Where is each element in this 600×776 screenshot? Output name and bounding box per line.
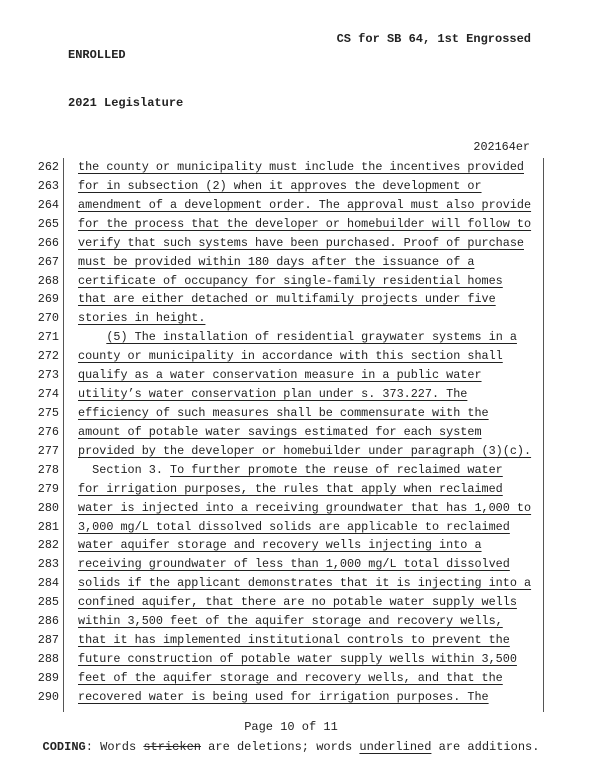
- bill-line: [0, 253, 600, 272]
- line-text: [78, 328, 517, 347]
- bill-line: [0, 574, 600, 593]
- line-text: [78, 442, 531, 461]
- bill-line: [0, 688, 600, 707]
- line-number: 267: [37, 254, 59, 269]
- text-segment: Section 3.: [78, 462, 171, 477]
- text-segment: verify that such systems have been purchased. Proof of purchase: [78, 235, 524, 250]
- line-text: [78, 631, 510, 650]
- text-segment: feet of the aquifer storage and recovery wells, and that the: [78, 670, 503, 685]
- text-segment: stricken: [143, 740, 201, 754]
- line-text: [78, 423, 482, 442]
- bill-line: [0, 309, 600, 328]
- line-text: [78, 253, 474, 272]
- bill-line: [0, 404, 600, 423]
- bill-line: [0, 442, 600, 461]
- bill-line: [0, 385, 600, 404]
- bill-line: [0, 290, 600, 309]
- bill-line: [0, 423, 600, 442]
- text-segment: utility’s water conservation plan under s. 373.227. The: [78, 387, 468, 402]
- line-text: [78, 574, 531, 593]
- text-segment: provided by the developer or homebuilder under paragraph (3)(c).: [78, 443, 532, 458]
- text-segment: must be provided within 180 days after the issuance of a: [78, 254, 475, 269]
- text-segment: future construction of potable water supply wells within 3,500: [78, 651, 517, 666]
- line-text: [78, 499, 531, 518]
- line-number: 278: [37, 462, 59, 477]
- line-number: 262: [37, 160, 59, 174]
- text-segment: water aquifer storage and recovery wells injecting into a: [78, 538, 482, 553]
- line-number: 283: [37, 557, 59, 572]
- line-text: [78, 196, 531, 215]
- text-segment: for the process that the developer or homebuilder will follow to: [78, 216, 532, 231]
- line-number: 276: [37, 424, 59, 439]
- line-text: [78, 234, 524, 253]
- line-number: 285: [37, 595, 59, 610]
- line-text: [78, 366, 482, 385]
- line-text: [78, 215, 531, 234]
- bill-line: [0, 480, 600, 499]
- line-number: 280: [37, 500, 59, 515]
- text-segment: the county or municipality must include the incentives provided: [78, 160, 524, 174]
- header-enrolled: ENROLLED: [68, 48, 126, 62]
- line-number: 290: [37, 689, 59, 704]
- text-segment: are deletions; words: [200, 740, 360, 754]
- text-segment: for irrigation purposes, the rules that apply when reclaimed: [78, 481, 503, 496]
- text-segment: (5) The installation of residential graywater systems in a: [106, 330, 517, 345]
- coding-legend: [0, 740, 582, 754]
- line-text: [78, 290, 496, 309]
- line-text: [78, 518, 510, 537]
- text-segment: qualify as a water conservation measure in a public water: [78, 368, 482, 383]
- line-number: 270: [37, 311, 59, 326]
- line-text: [78, 650, 517, 669]
- text-segment: within 3,500 feet of the aquifer storage and recovery wells,: [78, 614, 503, 629]
- line-text: [78, 404, 489, 423]
- bill-line: [0, 555, 600, 574]
- bill-line: [0, 215, 600, 234]
- text-segment: confined aquifer, that there are no potable water supply wells: [78, 595, 517, 610]
- line-number: 263: [37, 178, 59, 193]
- line-number: 284: [37, 576, 59, 591]
- line-text: [78, 385, 467, 404]
- text-segment: To further promote the reuse of reclaimed water: [170, 462, 503, 477]
- line-number: 289: [37, 670, 59, 685]
- bill-line: [0, 536, 600, 555]
- line-number: 264: [37, 197, 59, 212]
- text-segment: [78, 330, 106, 344]
- line-number: 286: [37, 614, 59, 629]
- bill-lines: [0, 158, 600, 707]
- page-indicator: Page 10 of 11: [244, 720, 338, 734]
- line-text: [78, 272, 503, 291]
- text-segment: water is injected into a receiving groundwater that has 1,000 to: [78, 500, 532, 515]
- text-segment: amendment of a development order. The approval must also provide: [78, 197, 532, 212]
- line-text: [78, 536, 482, 555]
- bill-line: [0, 669, 600, 688]
- line-text: [78, 177, 482, 196]
- bill-line: [0, 347, 600, 366]
- line-number: 273: [37, 368, 59, 383]
- text-segment: receiving groundwater of less than 1,000 mg/L total dissolved: [78, 557, 510, 572]
- text-segment: that are either detached or multifamily projects under five: [78, 292, 496, 307]
- text-segment: county or municipality in accordance with this section shall: [78, 349, 503, 364]
- text-segment: solids if the applicant demonstrates that it is injecting into a: [78, 576, 532, 591]
- text-segment: are additions.: [431, 740, 540, 754]
- line-number: 274: [37, 387, 59, 402]
- line-number: 265: [37, 216, 59, 231]
- header-bill-title: CS for SB 64, 1st Engrossed: [336, 32, 531, 46]
- line-text: [78, 347, 503, 366]
- line-text: [78, 555, 510, 574]
- bill-line: [0, 593, 600, 612]
- text-segment: 3,000 mg/L total dissolved solids are applicable to reclaimed: [78, 519, 510, 534]
- line-number: 282: [37, 538, 59, 553]
- bill-line: [0, 328, 600, 347]
- line-text: [78, 158, 524, 177]
- line-number: 281: [37, 519, 59, 534]
- line-number: 279: [37, 481, 59, 496]
- text-segment: certificate of occupancy for single-family residential homes: [78, 273, 503, 288]
- line-text: [78, 593, 517, 612]
- text-segment: for in subsection (2) when it approves the development or: [78, 178, 482, 193]
- text-segment: : Words: [85, 740, 144, 754]
- text-segment: CODING: [42, 740, 86, 754]
- line-text: [78, 669, 503, 688]
- bill-line: [0, 612, 600, 631]
- line-text: [78, 480, 503, 499]
- text-segment: stories in height.: [78, 311, 206, 326]
- line-number: 275: [37, 405, 59, 420]
- doc-code: 202164er: [473, 140, 530, 154]
- text-segment: efficiency of such measures shall be commensurate with the: [78, 405, 489, 420]
- line-text: [78, 688, 489, 707]
- line-text: [78, 309, 205, 328]
- header-legislature: 2021 Legislature: [68, 96, 184, 110]
- text-segment: amount of potable water savings estimated for each system: [78, 424, 482, 439]
- bill-line: [0, 234, 600, 253]
- bill-line: [0, 499, 600, 518]
- line-number: 269: [37, 292, 59, 307]
- line-number: 266: [37, 235, 59, 250]
- line-text: [78, 612, 503, 631]
- bill-line: [0, 461, 600, 480]
- line-text: [78, 461, 503, 480]
- bill-line: [0, 158, 600, 177]
- line-number: 268: [37, 273, 59, 288]
- bill-line: [0, 631, 600, 650]
- bill-line: [0, 366, 600, 385]
- line-number: 288: [37, 651, 59, 666]
- text-segment: underlined: [359, 740, 432, 754]
- bill-line: [0, 177, 600, 196]
- line-number: 271: [37, 330, 59, 345]
- bill-line: [0, 196, 600, 215]
- text-segment: recovered water is being used for irrigation purposes. The: [78, 689, 489, 704]
- header-left: [68, 15, 183, 143]
- bill-line: [0, 650, 600, 669]
- line-number: 272: [37, 349, 59, 364]
- text-segment: that it has implemented institutional controls to prevent the: [78, 633, 510, 648]
- line-number: 277: [37, 443, 59, 458]
- line-number: 287: [37, 633, 59, 648]
- bill-line: [0, 518, 600, 537]
- bill-line: [0, 272, 600, 291]
